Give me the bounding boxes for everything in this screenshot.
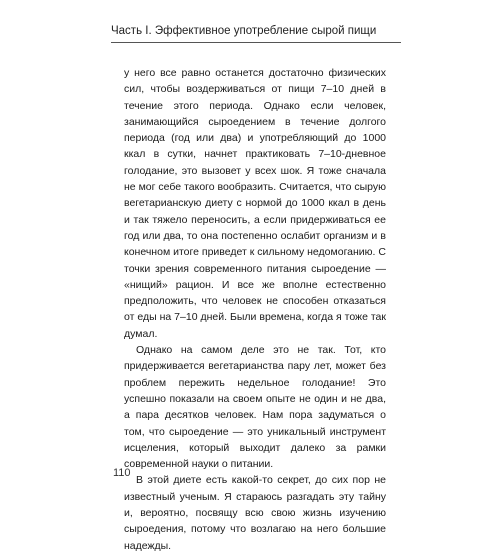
running-header: Часть I. Эффективное употребление сырой пищи bbox=[111, 25, 377, 37]
page-body bbox=[124, 65, 386, 554]
paragraph: В этой диете есть какой-то секрет, до сих пор не известный ученым. Я стараюсь разгадать эту тайну и, вероятно, посвящу всю свою жизнь изучению сыроедения, потому что возлагаю на него большие надежды. bbox=[124, 474, 386, 552]
paragraph: у него все равно останется достаточно физических сил, чтобы воздерживаться от пищи 7–10 дней в течение этого периода. Однако если человек, занимающийся сыроедением в течение долгого периода (год или два) и употребляющий до 1000 ккал в сутки, начнет практиковать 7–10-дневное голодание, это вызовет у всех шок. Я тоже сначала не мог себе такого вообразить. Считается, что сырую вегетарианскую диету с нормой до 1000 ккал в день и так тяжело переносить, а если придерживаться ее год или два, то она постепенно ослабит организм и в конечном итоге приведет к сильному недомоганию. С точки зрения современного питания сыроедение — «нищий» рацион. И все же вполне естественно предположить, что человек не способен отказаться от еды на 7–10 дней. Были времена, когда я тоже так думал. bbox=[124, 67, 386, 340]
paragraph: Однако на самом деле это не так. Тот, кто придерживается вегетарианства пару лет, может без проблем пережить недельное голодание! Это успешно показали на своем опыте не один и не два, а пара десятков человек. Нам пора задуматься о том, что сыроедение — это уникальный инструмент исцеления, который выходит далеко за рамки современной науки о питании. bbox=[124, 344, 386, 471]
header-divider bbox=[111, 42, 401, 43]
page-number: 110 bbox=[113, 467, 131, 479]
